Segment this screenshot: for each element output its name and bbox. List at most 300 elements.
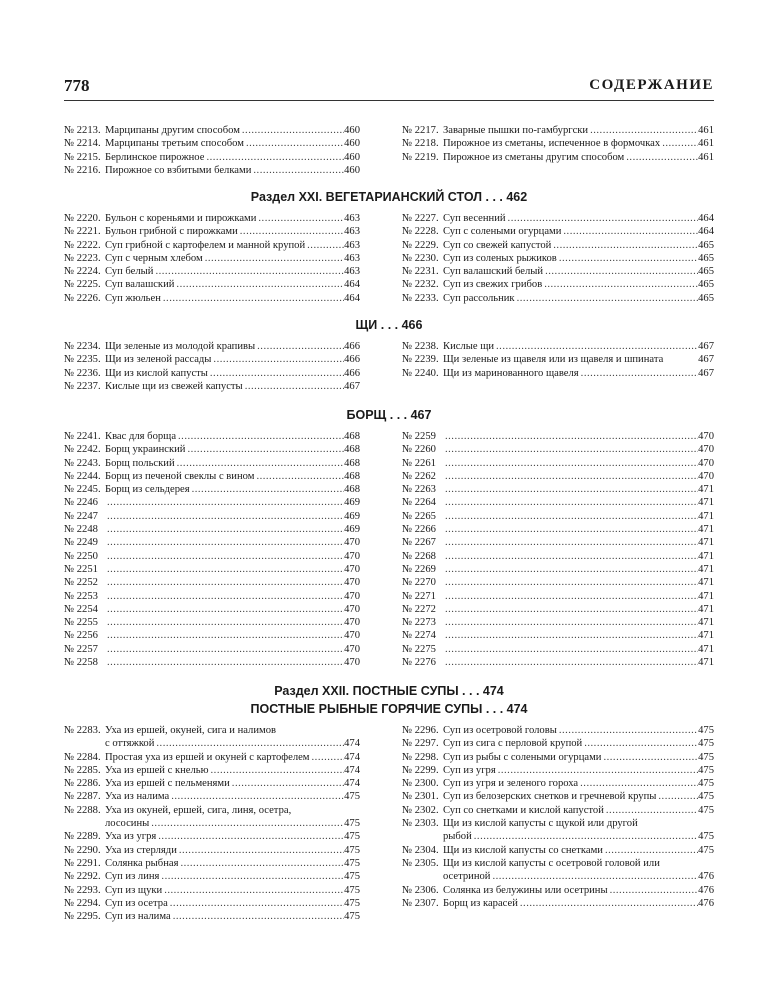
toc-entry: [402, 550, 714, 563]
entry-number: № 2286.: [64, 778, 101, 790]
toc-entry: [64, 470, 360, 483]
leader-dots: [496, 764, 698, 777]
entry-title: Уха из ершей, окуней, сига и налимов: [105, 725, 277, 736]
entry-number: № 2236.: [64, 367, 101, 379]
toc-entry: [64, 430, 360, 443]
toc-entry: [402, 496, 714, 509]
leader-dots: [176, 430, 344, 443]
leader-dots: [255, 340, 344, 353]
entry-title: Суп со свежей капустой: [443, 239, 552, 251]
toc-entry: [402, 563, 714, 576]
toc-entry: [402, 292, 714, 305]
entry-number: № 2245.: [64, 484, 101, 496]
entry-page: 475: [344, 884, 360, 896]
entry-title: лососины: [105, 818, 150, 830]
page-header: [64, 76, 714, 100]
entry-number: № 2228.: [402, 226, 439, 238]
entry-title: Уха из налима: [105, 791, 170, 803]
entry-page: 471: [698, 497, 714, 509]
entry-title: Суп валашский белый: [443, 266, 544, 278]
toc-entry: [64, 751, 360, 764]
leader-dots: [159, 870, 344, 883]
entry-title: Марципаны третьим способом: [105, 138, 244, 150]
entry-title: Кислые щи из свежей капусты: [105, 380, 243, 392]
leader-dots: [624, 151, 698, 164]
entry-page: 468: [344, 457, 360, 469]
entry-number: № 2288.: [64, 804, 101, 816]
entry-page: 470: [698, 457, 714, 469]
entry-page: 470: [344, 590, 360, 602]
entry-page: 475: [698, 778, 714, 790]
entry-number: № 2267: [402, 537, 436, 549]
entry-number: № 2255: [64, 617, 98, 629]
entry-number: № 2242.: [64, 444, 101, 456]
entry-title: Борщ из карасей: [443, 897, 518, 909]
leader-dots: [506, 212, 699, 225]
leader-dots: [561, 225, 698, 238]
entry-page: 467: [698, 354, 714, 366]
borsch-right-column: [402, 430, 714, 669]
leader-dots: [161, 292, 344, 305]
entry-number: № 2230.: [402, 252, 439, 264]
entry-title: осетриной: [443, 871, 491, 883]
toc-entry: [64, 137, 360, 150]
entry-page: 465: [698, 266, 714, 278]
entry-number: № 2217.: [402, 125, 439, 136]
toc-entry: [64, 239, 360, 252]
entry-page: 464: [344, 292, 360, 304]
toc-entry: [64, 870, 360, 883]
toc-entry: [402, 457, 714, 470]
entry-number: № 2265: [402, 510, 436, 522]
entry-page: 471: [698, 510, 714, 522]
shchi-right-column: [402, 340, 714, 380]
toc-entry: [402, 124, 714, 137]
toc-entry: [64, 523, 360, 536]
leader-dots: [168, 897, 344, 910]
entry-page: 471: [698, 563, 714, 575]
leader-dots: [169, 790, 344, 803]
toc-entry: [64, 724, 360, 737]
entry-number: № 2238.: [402, 341, 439, 352]
entry-page: 463: [344, 226, 360, 238]
leader-dots: [443, 470, 698, 483]
entry-number: № 2260: [402, 444, 436, 456]
leader-dots: [601, 751, 698, 764]
toc-entry: [64, 910, 360, 923]
entry-title: Суп жюльен: [105, 292, 161, 304]
entry-number: № 2224.: [64, 266, 101, 278]
entry-number: № 2275: [402, 643, 436, 655]
entry-page: 471: [698, 524, 714, 536]
toc-entry: [402, 603, 714, 616]
entry-title: Суп из рыбы с солеными огурцами: [443, 751, 602, 763]
toc-entry: [402, 430, 714, 443]
entry-page: 471: [698, 537, 714, 549]
entry-page: 475: [344, 871, 360, 883]
entry-title: Бульон с кореньями и пирожками: [105, 213, 257, 224]
leader-dots: [105, 603, 344, 616]
toc-entry: [64, 817, 360, 830]
leader-dots: [494, 340, 698, 353]
entry-title: Суп из свежих грибов: [443, 279, 543, 291]
toc-entry: [64, 124, 360, 137]
entry-number: № 2292.: [64, 871, 101, 883]
leader-dots: [472, 830, 698, 843]
toc-entry: [402, 367, 714, 380]
entry-number: № 2239.: [402, 354, 439, 366]
entry-title: Суп из осетра: [105, 897, 168, 909]
toc-entry: [402, 353, 714, 366]
entry-number: № 2253: [64, 590, 98, 602]
entry-page: 469: [344, 510, 360, 522]
entry-page: 471: [698, 617, 714, 629]
entry-title: Суп со снетками и кислой капустой: [443, 804, 604, 816]
entry-number: № 2246: [64, 497, 98, 509]
entry-title: Суп белый: [105, 266, 154, 278]
entry-title: Щи зеленые из молодой крапивы: [105, 341, 256, 352]
entry-page: 470: [344, 550, 360, 562]
entry-number: № 2258: [64, 657, 98, 669]
entry-page: 467: [698, 367, 714, 379]
toc-entry: [402, 212, 714, 225]
entry-page: 461: [698, 138, 714, 150]
leader-dots: [443, 603, 698, 616]
leader-dots: [105, 496, 344, 509]
entry-number: № 2268: [402, 550, 436, 562]
entry-page: 466: [344, 354, 360, 366]
entry-title: Пирожное со взбитыми белками: [105, 164, 252, 176]
leader-dots: [243, 380, 344, 393]
entry-page: 475: [698, 738, 714, 750]
entry-number: № 2299.: [402, 764, 439, 776]
entry-number: № 2266: [402, 524, 436, 536]
page-number: 778: [64, 76, 90, 95]
entry-number: № 2257: [64, 643, 98, 655]
toc-entry: [402, 616, 714, 629]
toc-entry: [402, 817, 714, 830]
entry-number: № 2301.: [402, 791, 439, 803]
toc-entry: [402, 643, 714, 656]
entry-page: 467: [344, 380, 360, 392]
leader-dots: [579, 367, 698, 380]
entry-number: № 2222.: [64, 239, 101, 251]
leader-dots: [588, 124, 698, 137]
entry-title: Уха из стерляди: [105, 844, 177, 856]
leader-dots: [443, 496, 698, 509]
toc-entry: [64, 265, 360, 278]
entry-number: № 2225.: [64, 279, 101, 291]
leader-dots: [443, 430, 698, 443]
leader-dots: [582, 737, 698, 750]
entry-number: № 2241.: [64, 431, 101, 442]
entry-title: Марципаны другим способом: [105, 125, 240, 136]
entry-page: 474: [344, 764, 360, 776]
toc-entry: [402, 225, 714, 238]
entry-number: № 2294.: [64, 897, 101, 909]
entry-title: рыбой: [443, 831, 472, 843]
entry-number: № 2293.: [64, 884, 101, 896]
entry-page: 470: [344, 563, 360, 575]
entry-number: № 2248: [64, 524, 98, 536]
shchi-left-column: [64, 340, 360, 393]
leader-dots: [244, 137, 344, 150]
leader-dots: [105, 576, 344, 589]
toc-entry: [64, 563, 360, 576]
entry-page: 471: [698, 590, 714, 602]
entry-page: 475: [698, 844, 714, 856]
toc-entry: [64, 576, 360, 589]
entry-number: № 2290.: [64, 844, 101, 856]
toc-entry: [402, 239, 714, 252]
leader-dots: [543, 265, 698, 278]
entry-page: 474: [344, 751, 360, 763]
leader-dots: [105, 550, 344, 563]
toc-entry: [402, 278, 714, 291]
leader-dots: [177, 844, 344, 857]
entry-page: 475: [344, 831, 360, 843]
leader-dots: [209, 764, 345, 777]
entry-page: 466: [344, 367, 360, 379]
leader-dots: [204, 151, 344, 164]
toc-entry: [402, 252, 714, 265]
toc-entry: [64, 643, 360, 656]
entry-page: 469: [344, 497, 360, 509]
entry-title: Уха из ершей с пельменями: [105, 778, 230, 790]
toc-entry: [402, 724, 714, 737]
toc-entry: [64, 737, 360, 750]
entry-page: 469: [344, 524, 360, 536]
entry-number: № 2215.: [64, 151, 101, 163]
leader-dots: [608, 884, 699, 897]
entry-title: Борщ из печеной свеклы с вином: [105, 470, 255, 482]
entry-page: 475: [698, 764, 714, 776]
toc-entry: [64, 225, 360, 238]
leader-dots: [208, 367, 344, 380]
toc-entry: [64, 151, 360, 164]
toc-entry: [402, 897, 714, 910]
entry-number: № 2226.: [64, 292, 101, 304]
leader-dots: [105, 643, 344, 656]
entry-title: Суп из щуки: [105, 884, 163, 896]
entry-page: 470: [344, 630, 360, 642]
entry-page: 470: [344, 537, 360, 549]
toc-entry: [402, 804, 714, 817]
entry-number: № 2243.: [64, 457, 101, 469]
leader-dots: [443, 457, 698, 470]
entry-number: № 2220.: [64, 213, 101, 224]
entry-page: 474: [344, 738, 360, 750]
leader-dots: [154, 737, 344, 750]
toc-entry: [64, 804, 360, 817]
entry-page: 470: [698, 470, 714, 482]
leader-dots: [305, 239, 344, 252]
entry-title: Щи из маринованного щавеля: [443, 367, 579, 379]
entry-number: № 2269: [402, 563, 436, 575]
leader-dots: [105, 656, 344, 669]
leader-dots: [557, 724, 698, 737]
leader-dots: [185, 443, 344, 456]
leader-dots: [156, 830, 344, 843]
leader-dots: [443, 590, 698, 603]
toc-entry: [402, 830, 714, 843]
toc-entry: [64, 483, 360, 496]
entry-number: № 2287.: [64, 791, 101, 803]
leader-dots: [254, 470, 344, 483]
entry-number: № 2232.: [402, 279, 439, 291]
entry-page: 464: [698, 226, 714, 238]
toc-entry: [402, 536, 714, 549]
entry-number: № 2264: [402, 497, 436, 509]
leader-dots: [443, 563, 698, 576]
entry-page: 471: [698, 643, 714, 655]
toc-entry: [64, 353, 360, 366]
leader-dots: [203, 252, 344, 265]
borsch-left-column: [64, 430, 360, 669]
entry-title: Уха из окуней, ершей, сига, линя, осетра,: [105, 804, 292, 816]
toc-entry: [64, 443, 360, 456]
toc-entry: [64, 510, 360, 523]
entry-title: Щи из зеленой рассады: [105, 354, 212, 366]
entry-page: 463: [344, 213, 360, 224]
entry-number: № 2231.: [402, 266, 439, 278]
toc-entry: [64, 340, 360, 353]
entry-number: № 2256: [64, 630, 98, 642]
entry-number: № 2274: [402, 630, 436, 642]
entry-page: 465: [698, 279, 714, 291]
leader-dots: [310, 751, 345, 764]
entry-title: Щи из кислой капусты с осетровой головой или: [443, 857, 660, 869]
block1-left-column: [64, 124, 360, 177]
entry-title: Щи из кислой капусты со снетками: [443, 844, 603, 856]
toc-entry: [402, 151, 714, 164]
toc-entry: [402, 884, 714, 897]
entry-number: № 2235.: [64, 354, 101, 366]
toc-entry: [64, 292, 360, 305]
toc-entry: [402, 870, 714, 883]
leader-dots: [443, 576, 698, 589]
leader-dots: [175, 457, 344, 470]
leader-dots: [238, 225, 344, 238]
entry-number: № 2289.: [64, 831, 101, 843]
entry-page: 476: [698, 884, 714, 896]
entry-number: № 2307.: [402, 897, 439, 909]
entry-page: 460: [344, 151, 360, 163]
entry-page: 475: [344, 897, 360, 909]
entry-title: Борщ польский: [105, 457, 175, 469]
toc-entry: [402, 137, 714, 150]
toc-entry: [64, 164, 360, 177]
toc-entry: [402, 576, 714, 589]
entry-number: № 2303.: [402, 818, 439, 830]
entry-number: № 2291.: [64, 857, 101, 869]
entry-page: 468: [344, 444, 360, 456]
entry-page: 468: [344, 431, 360, 442]
entry-number: № 2216.: [64, 164, 101, 176]
toc-entry: [402, 764, 714, 777]
toc-entry: [402, 857, 714, 870]
entry-title: Суп из соленых рыжиков: [443, 252, 557, 264]
toc-entry: [402, 590, 714, 603]
leader-dots: [153, 265, 344, 278]
entry-page: 471: [698, 577, 714, 589]
toc-entry: [64, 550, 360, 563]
entry-number: № 2223.: [64, 252, 101, 264]
toc-entry: [64, 897, 360, 910]
leader-dots: [443, 443, 698, 456]
entry-page: 465: [698, 252, 714, 264]
leader-dots: [105, 536, 344, 549]
entry-title: Квас для борща: [105, 431, 177, 442]
entry-title: Солянка из белужины или осетрины: [443, 884, 608, 896]
entry-title: Щи из кислой капусты с щукой или другой: [443, 818, 638, 830]
entry-page: 463: [344, 239, 360, 251]
entry-title: Кислые щи: [443, 341, 495, 352]
entry-page: 470: [698, 444, 714, 456]
entry-number: № 2284.: [64, 751, 101, 763]
toc-entry: [64, 629, 360, 642]
leader-dots: [443, 616, 698, 629]
entry-page: 465: [698, 292, 714, 304]
entry-number: № 2250: [64, 550, 98, 562]
entry-page: 471: [698, 630, 714, 642]
entry-title: Суп из линя: [105, 871, 160, 883]
entry-page: 460: [344, 164, 360, 176]
leader-dots: [551, 239, 698, 252]
toc-entry: [402, 265, 714, 278]
entry-number: № 2249: [64, 537, 98, 549]
toc-entry: [64, 457, 360, 470]
toc-entry: [402, 483, 714, 496]
entry-number: № 2252: [64, 577, 98, 589]
leader-dots: [230, 777, 344, 790]
entry-number: № 2295.: [64, 911, 101, 923]
entry-page: 470: [344, 643, 360, 655]
leader-dots: [656, 790, 698, 803]
entry-page: 464: [344, 279, 360, 291]
entry-page: 475: [344, 844, 360, 856]
borsch-heading: БОРЩ . . . 467: [346, 408, 432, 422]
leader-dots: [211, 353, 344, 366]
leader-dots: [149, 817, 344, 830]
entry-page: 471: [698, 657, 714, 669]
toc-entry: [402, 737, 714, 750]
leader-dots: [443, 643, 698, 656]
entry-page: 475: [344, 818, 360, 830]
entry-title: Пирожное из сметаны, испеченное в формочках: [443, 138, 661, 150]
leader-dots: [178, 857, 344, 870]
entry-number: № 2271: [402, 590, 436, 602]
entry-number: № 2254: [64, 603, 98, 615]
entry-number: № 2276: [402, 657, 436, 669]
entry-page: 471: [698, 550, 714, 562]
leader-dots: [105, 590, 344, 603]
leader-dots: [604, 804, 698, 817]
toc-entry: [402, 844, 714, 857]
entry-number: № 2272: [402, 603, 436, 615]
entry-number: № 2247: [64, 510, 98, 522]
sec21-left-column: [64, 212, 360, 305]
entry-number: № 2273: [402, 617, 436, 629]
entry-title: Заварные пышки по-гамбургски: [443, 125, 589, 136]
leader-dots: [240, 124, 344, 137]
toc-entry: [64, 884, 360, 897]
leader-dots: [105, 616, 344, 629]
page-running-title: СОДЕРЖАНИЕ: [589, 77, 714, 93]
toc-entry: [64, 790, 360, 803]
entry-page: 463: [344, 266, 360, 278]
header-rule: [64, 100, 714, 101]
